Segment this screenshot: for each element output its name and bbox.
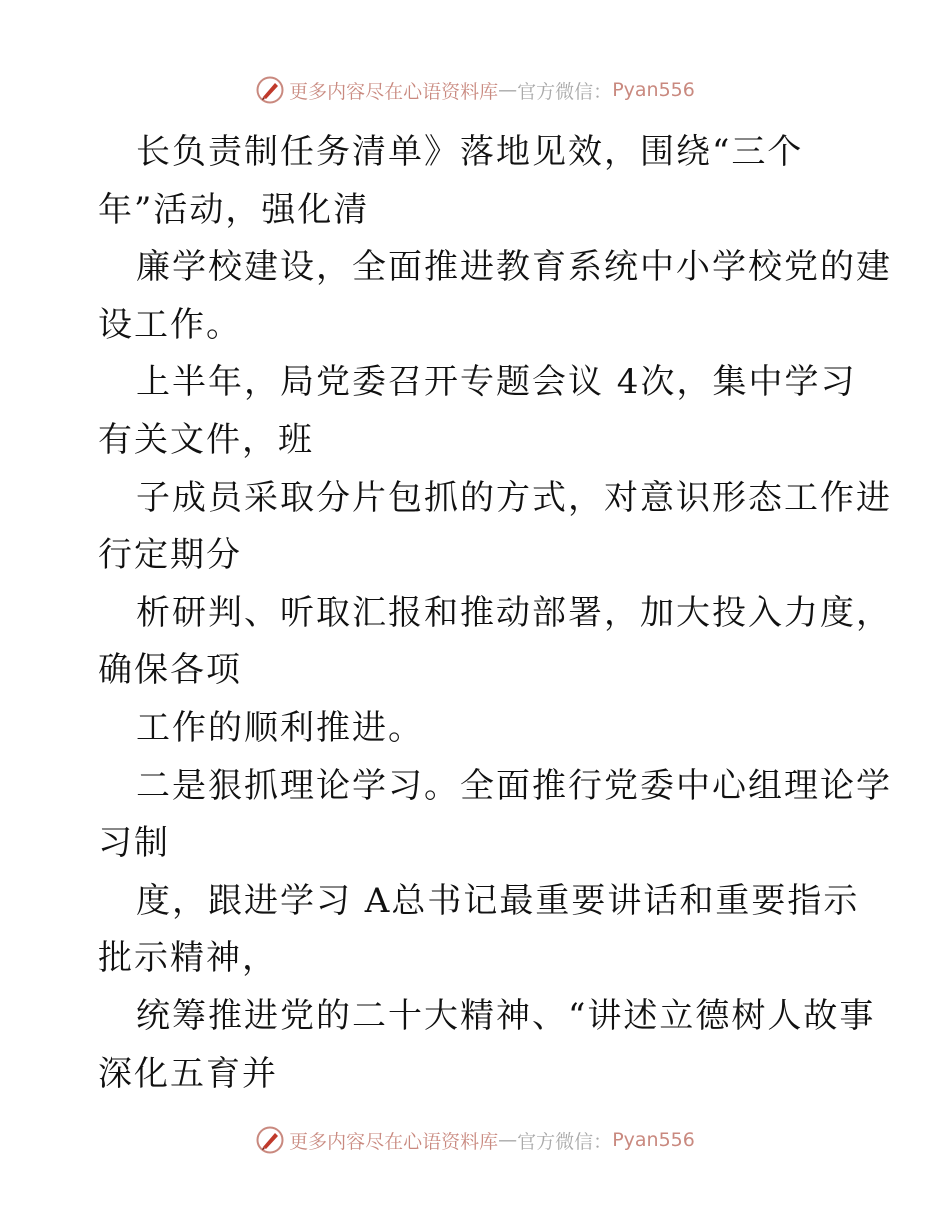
text-line: 批示精神， bbox=[98, 938, 278, 979]
text-line: 确保各项 bbox=[98, 650, 242, 691]
pen-logo-icon bbox=[255, 75, 285, 105]
footer-site-text: 更多内容尽在心语资料库 bbox=[289, 1130, 499, 1153]
text-line: 析研判、听取汇报和推动部署，加大投入力度， bbox=[136, 592, 892, 633]
pen-logo-icon bbox=[255, 1125, 285, 1155]
text-line: 有关文件，班 bbox=[98, 419, 314, 460]
text-line: 上半年，局党委召开专题会议 4次，集中学习 bbox=[136, 362, 857, 403]
text-line: 统筹推进党的二十大精神、“讲述立德树人故事 bbox=[136, 995, 876, 1036]
text-line: 工作的顺利推进。 bbox=[136, 707, 424, 748]
footer-watermark-banner bbox=[0, 1120, 950, 1160]
text-line: 度，跟进学习 A总书记最重要讲话和重要指示 bbox=[136, 880, 860, 921]
header-site-text: 更多内容尽在心语资料库 bbox=[289, 80, 499, 103]
header-watermark-banner bbox=[0, 70, 950, 110]
text-line: 廉学校建设，全面推进教育系统中小学校党的建 bbox=[136, 247, 892, 288]
footer-wechat-id: Pyan556 bbox=[612, 1129, 695, 1151]
text-line: 设工作。 bbox=[98, 304, 242, 345]
header-separator: — bbox=[498, 79, 518, 101]
footer-separator: — bbox=[498, 1129, 518, 1151]
text-line: 二是狠抓理论学习。全面推行党委中心组理论学 bbox=[136, 765, 892, 806]
text-line: 习制 bbox=[98, 823, 170, 864]
footer-wechat-label: 官方微信： bbox=[517, 1130, 613, 1153]
header-wechat-label: 官方微信： bbox=[517, 80, 613, 103]
text-line: 行定期分 bbox=[98, 535, 242, 576]
text-line: 子成员采取分片包抓的方式，对意识形态工作进 bbox=[136, 477, 892, 518]
text-line: 年”活动，强化清 bbox=[98, 189, 370, 230]
header-wechat-id: Pyan556 bbox=[612, 79, 695, 101]
document-body bbox=[98, 124, 892, 1103]
text-line: 长负责制任务清单》落地见效，围绕“三个 bbox=[136, 132, 804, 172]
text-line: 深化五育并 bbox=[98, 1053, 278, 1094]
